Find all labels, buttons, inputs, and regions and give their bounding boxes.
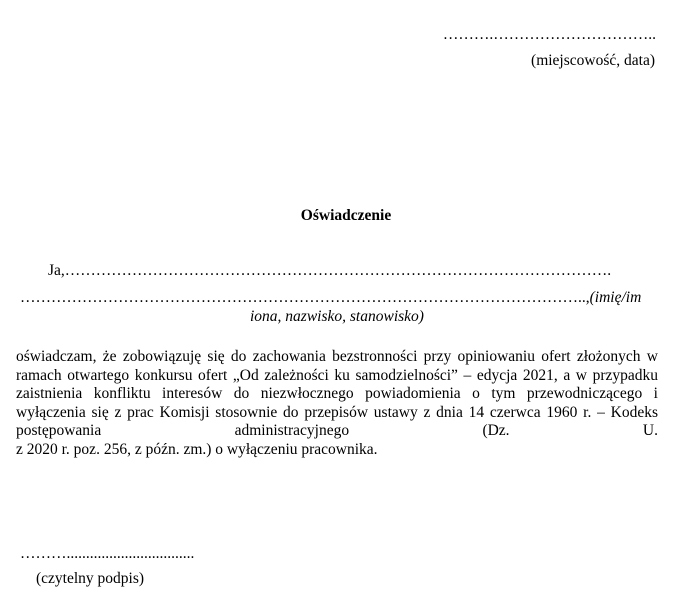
paragraph-line: ramach otwartego konkursu ofert „Od zależności ku samodzielności” – edycja 2021, a w przypadku — [16, 366, 658, 384]
paragraph-line: oświadczam, że zobowiązuję się do zachowania bezstronności przy opiniowaniu ofert złożonych w — [16, 348, 658, 365]
declaration-paragraph — [16, 348, 658, 460]
name-hint-continuation: iona, nazwisko, stanowisko) — [250, 308, 424, 325]
paragraph-line: postępowania administracyjnego (Dz. U. — [16, 422, 658, 440]
place-date-dotted-line: ……….………………………….. — [442, 26, 656, 43]
paragraph-line: z 2020 r. poz. 256, z późn. zm.) o wyłączeniu pracownika. — [16, 440, 378, 458]
name-dots: ……………………………………………………………………………………………….., — [20, 289, 590, 306]
declarant-line: Ja,……………………………………………………………………………………………. — [48, 262, 612, 279]
paragraph-line: wyłączenia się z prac Komisji stosownie do przepisów ustawy z dnia 14 czerwca 1960 r. – Kodeks — [16, 403, 658, 421]
signature-caption: (czytelny podpis) — [36, 570, 145, 587]
paragraph-line: zaistnienia konfliktu interesów do niezwłocznego powiadomienia o tym przewodniczącego i — [16, 385, 658, 403]
signature-dotted-line: ………................................. — [20, 545, 195, 562]
document-title: Oświadczenie — [300, 207, 392, 224]
name-dotted-line — [20, 289, 641, 307]
place-date-caption: (miejscowość, data) — [531, 52, 655, 69]
name-hint-start: (imię/im — [589, 289, 642, 306]
